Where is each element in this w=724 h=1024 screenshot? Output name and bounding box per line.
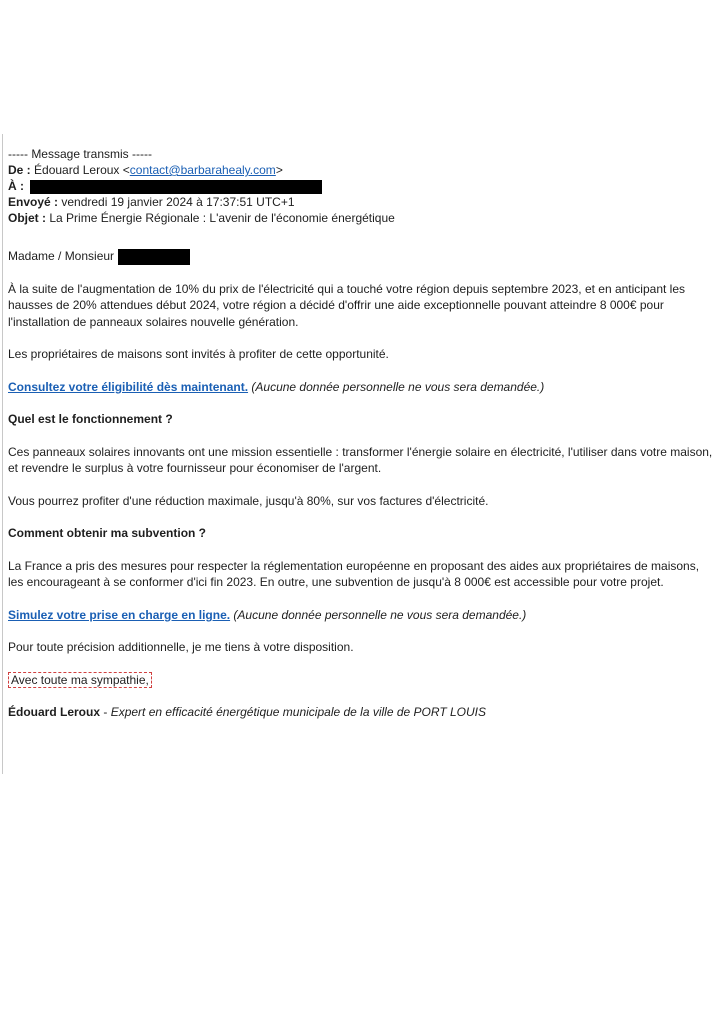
eligibility-link[interactable]: Consultez votre éligibilité dès maintenant. <box>8 379 249 394</box>
email-message <box>8 146 714 737</box>
cta-simulate-line <box>8 607 714 624</box>
cta-eligibility-line <box>8 379 714 396</box>
simulate-link[interactable]: Simulez votre prise en charge en ligne. <box>8 607 231 622</box>
sender-email-link[interactable]: contact@barbarahealy.com <box>129 163 276 177</box>
closing-line <box>8 672 714 689</box>
sender-name: Édouard Leroux <box>34 163 120 177</box>
signature-name: Édouard Leroux <box>8 705 101 720</box>
forward-marker: ----- Message transmis ----- <box>8 147 152 161</box>
quote-bar <box>2 134 3 774</box>
sent-label: Envoyé : <box>8 195 59 209</box>
subject-text: La Prime Énergie Régionale : L'avenir de l'économie énergétique <box>49 211 395 225</box>
greeting: Madame / Monsieur <box>8 249 115 263</box>
signature: Édouard Leroux - Expert en efficacité énergétique municipale de la ville de PORT LOUIS <box>8 705 486 720</box>
simulate-note: (Aucune donnée personnelle ne vous sera demandée.) <box>233 607 527 622</box>
paragraph-reduction: Vous pourrez profiter d'une réduction maximale, jusqu'à 80%, sur vos factures d'électricité. <box>8 493 489 508</box>
heading-how-it-works: Quel est le fonctionnement ? <box>8 412 173 427</box>
paragraph-availability: Pour toute précision additionnelle, je me tiens à votre disposition. <box>8 640 354 655</box>
eligibility-note: (Aucune donnée personnelle ne vous sera demandée.) <box>251 379 545 394</box>
subject-label: Objet : <box>8 211 46 225</box>
sent-date: vendredi 19 janvier 2024 à 17:37:51 UTC+1 <box>61 195 295 209</box>
signature-role: Expert en efficacité énergétique municipale de la ville de PORT LOUIS <box>110 705 486 720</box>
to-label: À : <box>8 179 24 193</box>
redacted-recipient <box>30 180 322 194</box>
closing-text: Avec toute ma sympathie, <box>8 672 152 688</box>
to-line <box>8 178 714 194</box>
subject-line <box>8 210 714 226</box>
paragraph-owners-invited: Les propriétaires de maisons sont invités à profiter de cette opportunité. <box>8 347 389 362</box>
from-label: De : <box>8 163 31 177</box>
heading-get-subsidy: Comment obtenir ma subvention ? <box>8 526 207 541</box>
greeting-line <box>8 248 714 265</box>
paragraph-regulation: La France a pris des mesures pour respecter la réglementation européenne en proposant des aides aux propriétaires de maisons, les encourageant à se conformer d'ici fin 2023. En outre, une subvention de jusqu'à 8 000€ est accessible pour votre projet. <box>8 558 700 590</box>
from-line: De : Édouard Leroux <contact@barbarahealy.com> <box>8 163 283 177</box>
paragraph-solar-panels: Ces panneaux solaires innovants ont une mission essentielle : transformer l'énergie solaire en électricité, l'utiliser dans votre maison, et revendre le surplus à votre fournisseur pour économiser de l'argent. <box>8 444 713 476</box>
redacted-name <box>118 249 190 265</box>
sent-line <box>8 194 714 210</box>
paragraph-price-increase: À la suite de l'augmentation de 10% du prix de l'électricité qui a touché votre région depuis septembre 2023, et en anticipant les hausses de 20% attendues début 2024, votre région a décidé d'offrir une aide exceptionnelle pouvant atteindre 8 000€ pour l'installation de panneaux solaires nouvelle génération. <box>8 281 686 329</box>
